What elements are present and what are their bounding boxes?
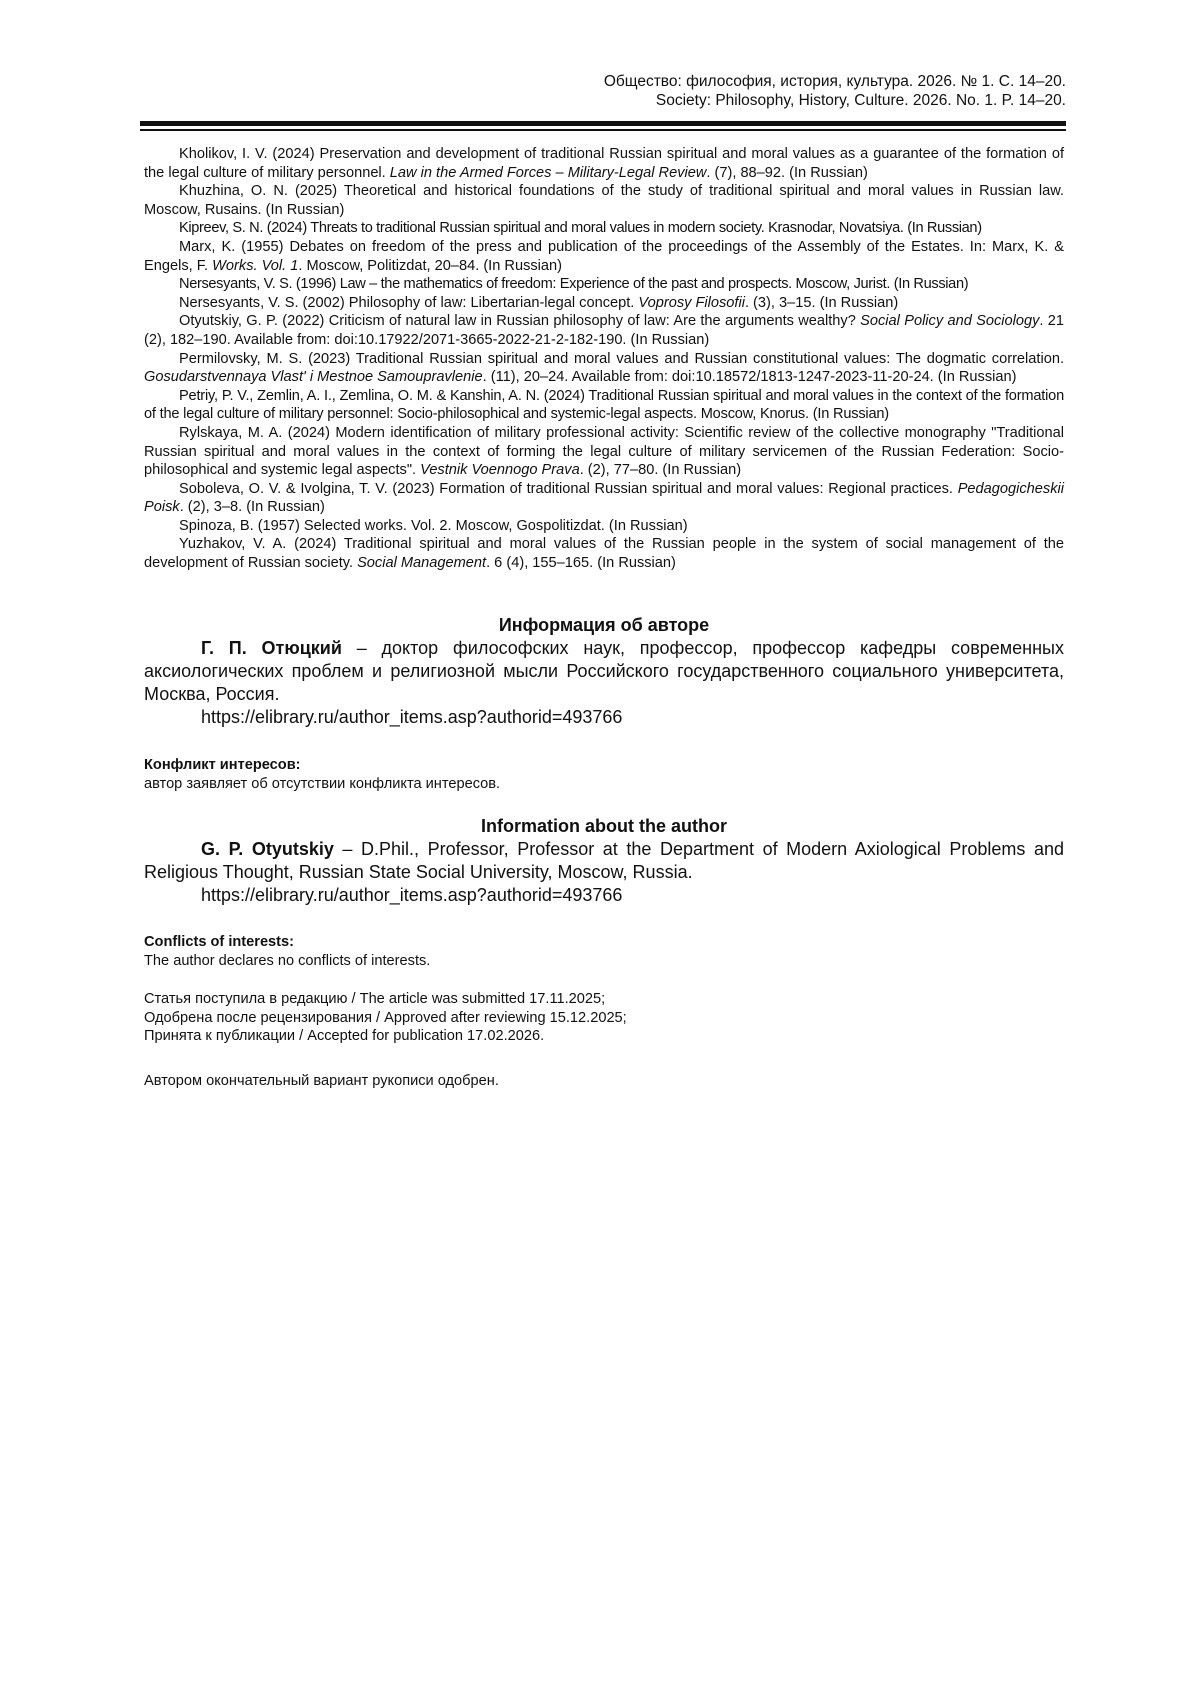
header-rule-thin [140, 129, 1066, 131]
author-info-title-ru: Информация об авторе [498, 615, 710, 635]
reference-item: Kipreev, S. N. (2024) Threats to traditional Russian spiritual and moral values in modern society. Krasnodar, Novatsiya. (In Russian) [179, 220, 982, 237]
author-description-en: G. P. Otyutskiy – D.Phil., Professor, Professor at the Department of Modern Axiological Problems and Religious Thought, Russian State Social University, Moscow, Russia. [144, 839, 1064, 882]
conflict-label-en: Conflicts of interests: [144, 934, 295, 950]
author-info-ru [144, 614, 1064, 729]
date-accepted: Принята к публикации / Accepted for publication 17.02.2026. [144, 1028, 545, 1045]
reference-item: Nersesyants, V. S. (1996) Law – the mathematics of freedom: Experience of the past and prospects. Moscow, Jurist. (In Russian) [179, 276, 969, 293]
author-description-ru: Г. П. Отюцкий – доктор философских наук, профессор, профессор кафедры современных аксиологических проблем и религиозной мысли Российского государственного социального университета, Москва, Россия. [144, 638, 1064, 704]
author-name-en: G. P. Otyutskiy [201, 839, 334, 859]
references-list [144, 145, 1064, 573]
header-line-en: Society: Philosophy, History, Culture. 2026. No. 1. P. 14–20. [655, 92, 1066, 109]
date-submitted: Статья поступила в редакцию / The article was submitted 17.11.2025; [144, 991, 606, 1007]
reference-item: Khuzhina, O. N. (2025) Theoretical and historical foundations of the study of traditional spiritual and moral values in Russian law. Moscow, Rusains. (In Russian) [144, 183, 1064, 218]
author-info-title-en: Information about the author [481, 816, 727, 836]
conflict-label-ru: Конфликт интересов: [144, 757, 301, 773]
reference-item: Nersesyants, V. S. (2002) Philosophy of law: Libertarian-legal concept. Voprosy Filosofii. (3), 3–15. (In Russian) [179, 294, 899, 311]
header-line-ru: Общество: философия, история, культура. 2026. № 1. С. 14–20. [603, 73, 1066, 90]
submission-dates [144, 990, 1064, 1046]
reference-item: Yuzhakov, V. A. (2024) Traditional spiritual and moral values of the Russian people in the system of social management of the development of Russian society. Social Management. 6 (4), 155–165. (In Russian) [144, 536, 1064, 572]
conflict-ru [144, 756, 1064, 793]
reference-item: Otyutskiy, G. P. (2022) Criticism of natural law in Russian philosophy of law: Are the arguments wealthy? Social Policy and Sociology. 21 (2), 182–190. Available from: doi:10.17922/2071-3665-2022-21-2-182-190. (In Russian) [144, 313, 1065, 348]
reference-item: Marx, K. (1955) Debates on freedom of the press and publication of the proceedings of the Assembly of the Estates. In: Marx, K. & Engels, F. Works. Vol. 1. Moscow, Politizdat, 20–84. (In Russian) [144, 238, 1064, 274]
reference-item: Spinoza, B. (1957) Selected works. Vol. 2. Moscow, Gospolitizdat. (In Russian) [179, 517, 688, 534]
reference-item: Permilovsky, M. S. (2023) Traditional Russian spiritual and moral values and Russian constitutional values: The dogmatic correlation. Gosudarstvennaya Vlast' i Mestnoe Samoupravlenie. (11), 20–24. Available from: doi:10.18572/1813-1247-2023-11-20-24. (In Russian) [144, 350, 1064, 386]
date-approved: Одобрена после рецензирования / Approved after reviewing 15.12.2025; [144, 1009, 627, 1026]
reference-item: Soboleva, O. V. & Ivolgina, T. V. (2023) Formation of traditional Russian spiritual and moral values: Regional practices. Pedagogicheskii Poisk. (2), 3–8. (In Russian) [144, 480, 1064, 516]
final-note: Автором окончательный вариант рукописи одобрен. [144, 1073, 499, 1089]
reference-item: Petriy, P. V., Zemlin, A. I., Zemlina, O. M. & Kanshin, A. N. (2024) Traditional Russian spiritual and moral values in the context of the formation of the legal culture of military personnel: Socio-philosophical and systemic-legal aspects. Moscow, Knorus. (In Russian) [144, 387, 1064, 423]
author-link-en[interactable]: https://elibrary.ru/author_items.asp?authorid=493766 [201, 885, 623, 905]
author-name-ru: Г. П. Отюцкий [201, 638, 342, 658]
conflict-text-ru: автор заявляет об отсутствии конфликта интересов. [144, 775, 501, 792]
reference-item: Rylskaya, M. A. (2024) Modern identification of military professional activity: Scientific review of the collective monography "Traditional Russian spiritual and moral values in the context of forming the legal culture of military servicemen of the Russian Federation: Socio-philosophical and systemic legal aspects". Vestnik Voennogo Prava. (2), 77–80. (In Russian) [144, 424, 1064, 479]
author-link-ru[interactable]: https://elibrary.ru/author_items.asp?authorid=493766 [201, 707, 623, 727]
conflict-text-en: The author declares no conflicts of interests. [144, 952, 431, 969]
author-info-en [144, 815, 1064, 907]
header-rule-thick [140, 121, 1066, 126]
journal-header [604, 72, 1066, 110]
reference-item: Kholikov, I. V. (2024) Preservation and development of traditional Russian spiritual and moral values as a guarantee of the formation of the legal culture of military personnel. Law in the Armed Forces – Military-Legal Review. (7), 88–92. (In Russian) [144, 146, 1064, 181]
conflict-en [144, 933, 1064, 970]
